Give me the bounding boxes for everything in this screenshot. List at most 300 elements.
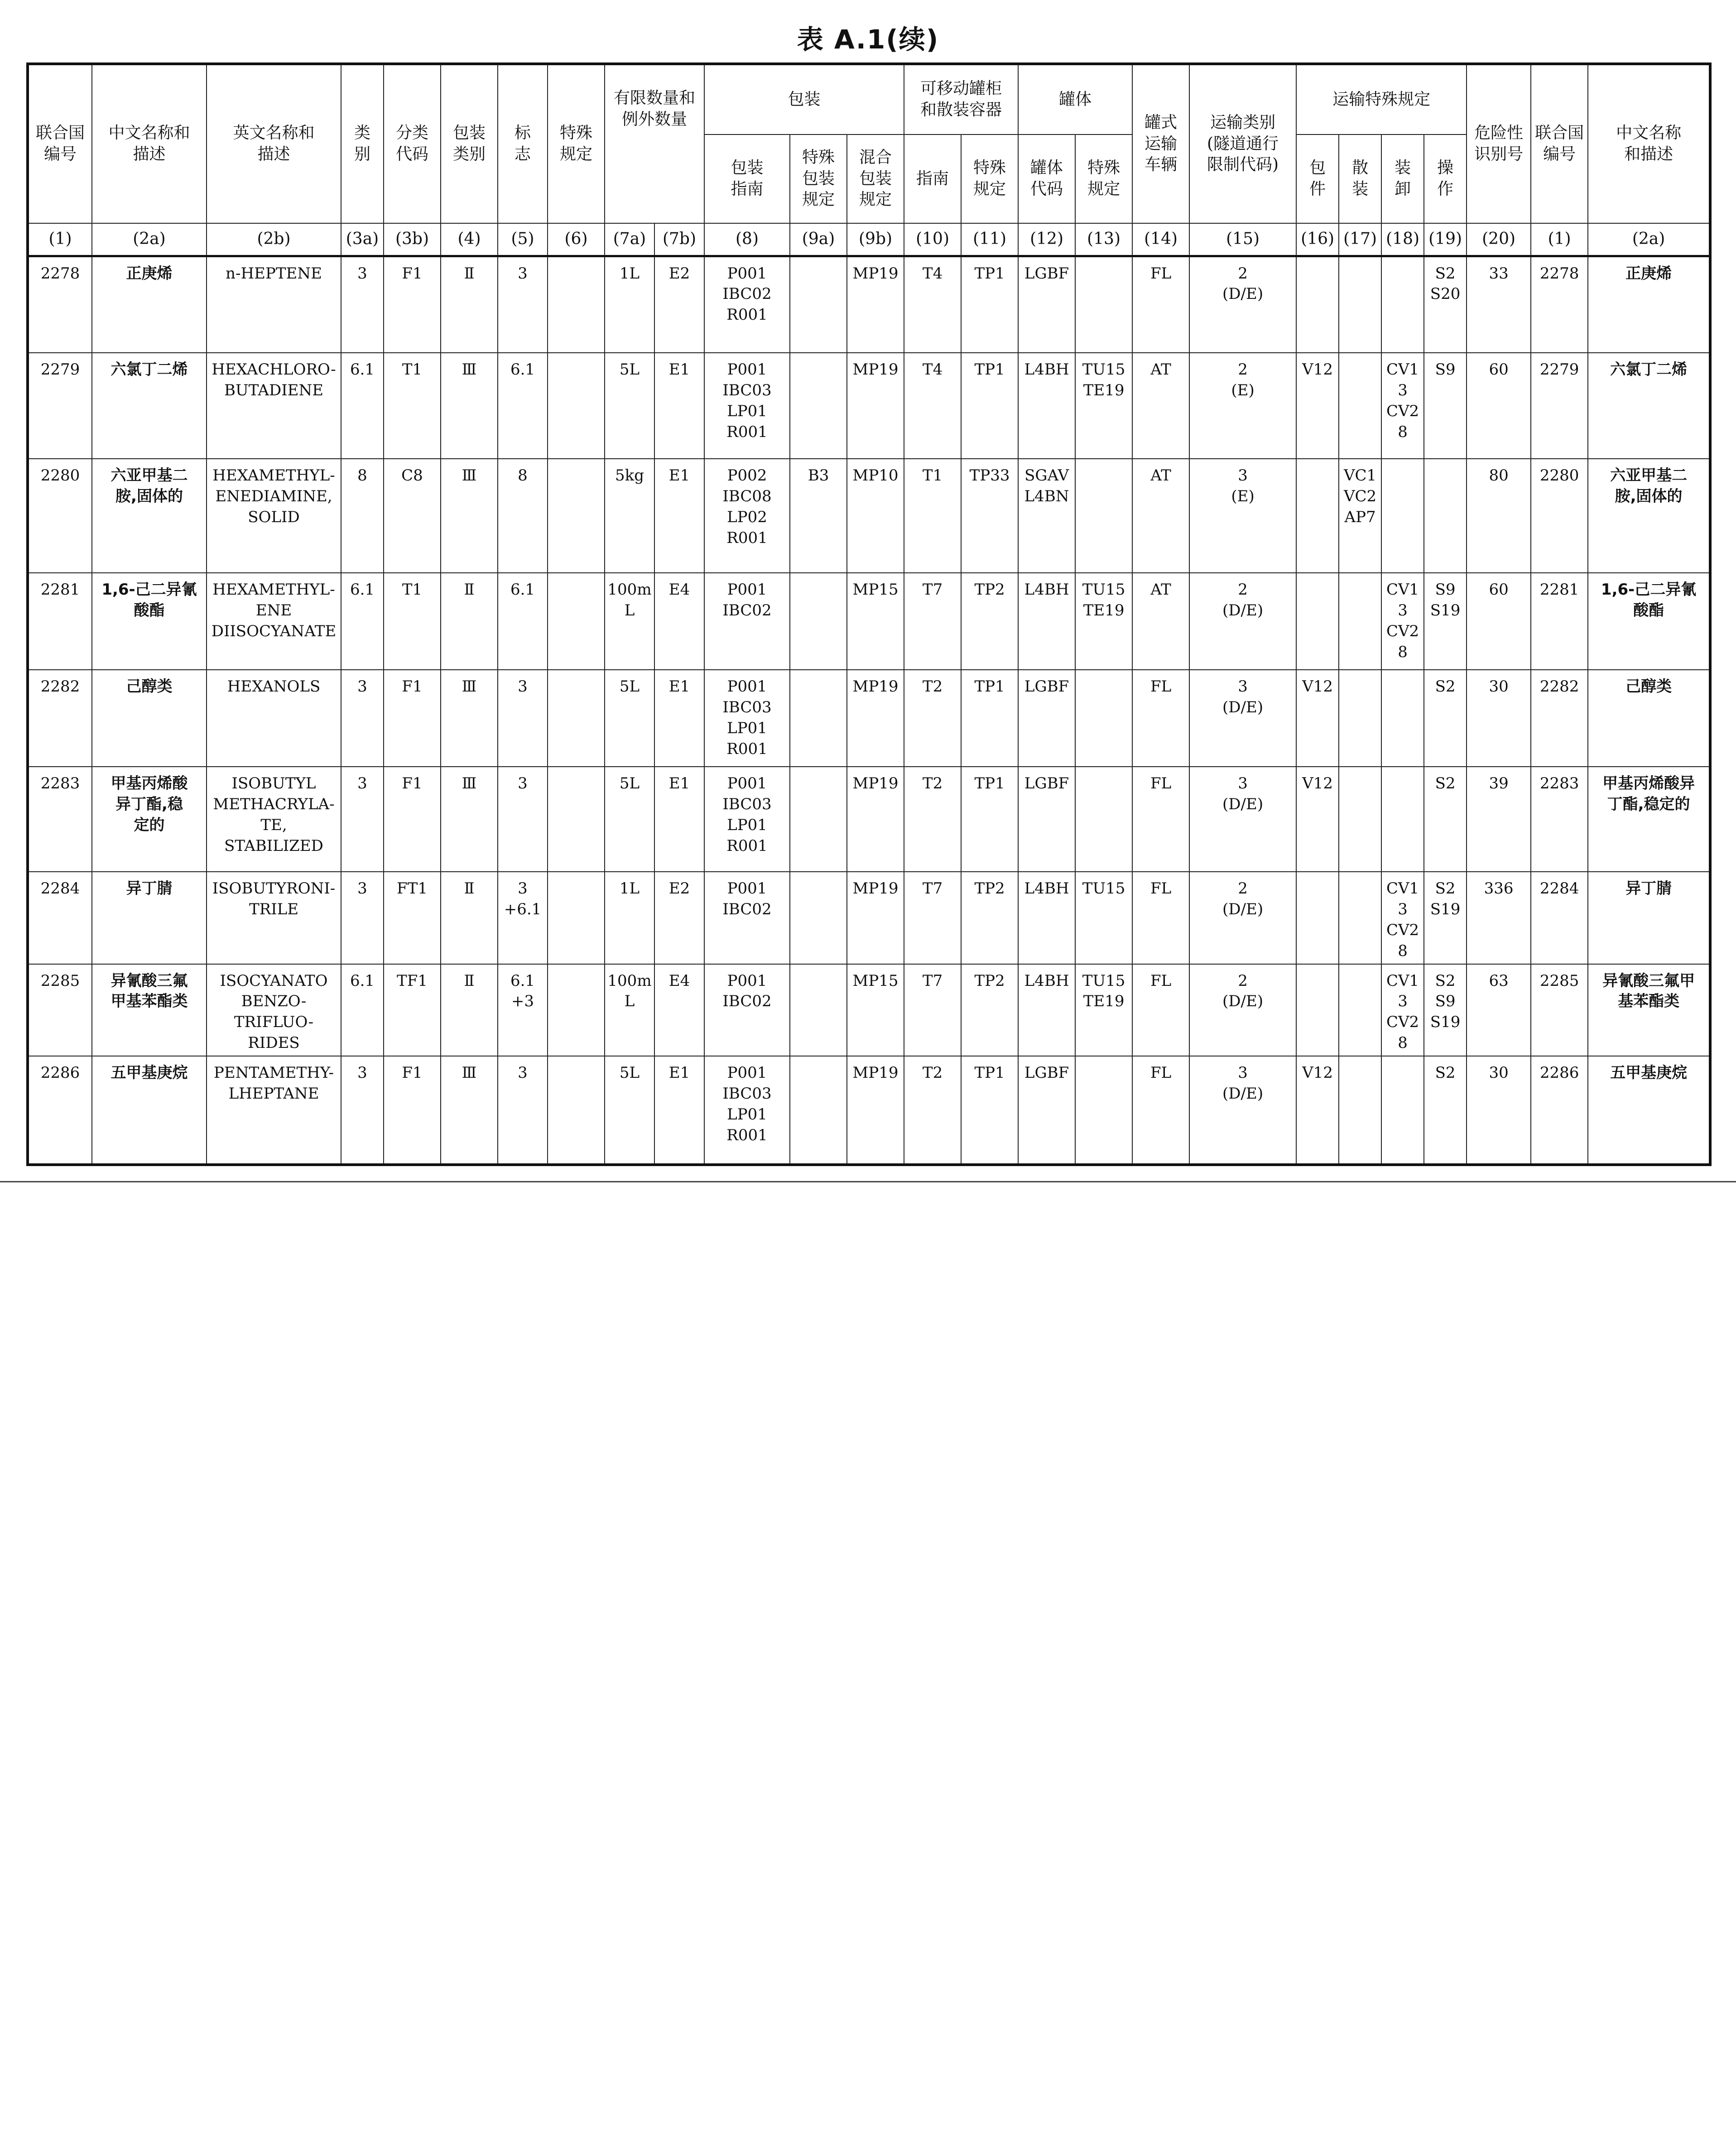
chinese-name-cell: 1,6-己二异氰 酸酯	[92, 573, 207, 670]
cell-c13	[1075, 459, 1132, 573]
cell-c16: V12	[1296, 1056, 1339, 1165]
cell-c9a	[790, 767, 847, 872]
cell-c14: FL	[1132, 670, 1189, 767]
col-num: (8)	[704, 223, 790, 256]
cell-c7b: E1	[654, 353, 704, 459]
un-number-cell-repeat: 2281	[1531, 573, 1588, 670]
header-operation: 操 作	[1424, 134, 1467, 223]
cell-c12: LGBF	[1018, 1056, 1075, 1165]
cell-c15: 3 (D/E)	[1189, 767, 1296, 872]
col-num: (20)	[1467, 223, 1531, 256]
chinese-name-cell: 六亚甲基二 胺,固体的	[92, 459, 207, 573]
cell-c7b: E1	[654, 767, 704, 872]
header-mixed-pack: 混合 包装 规定	[847, 134, 904, 223]
cell-c11: TP2	[961, 573, 1018, 670]
cell-c6	[548, 670, 605, 767]
chinese-name-cell: 异丁腈	[92, 872, 207, 964]
col-num: (7a)	[605, 223, 654, 256]
header-row-main	[28, 64, 1710, 134]
cell-c3b: FT1	[384, 872, 441, 964]
header-packaging: 包装	[704, 64, 904, 134]
page-divider	[0, 1181, 1736, 1182]
col-num: (15)	[1189, 223, 1296, 256]
cell-c5: 3 +6.1	[498, 872, 548, 964]
chinese-name-cell-repeat: 异丁腈	[1588, 872, 1710, 964]
cell-c4: Ⅱ	[441, 964, 498, 1056]
cell-c18	[1381, 670, 1424, 767]
col-num: (1)	[1531, 223, 1588, 256]
cell-c17	[1339, 670, 1381, 767]
cell-c18: CV13 CV28	[1381, 964, 1424, 1056]
cell-c14: FL	[1132, 1056, 1189, 1165]
cell-c7a: 5L	[605, 1056, 654, 1165]
cell-c18: CV13 CV28	[1381, 573, 1424, 670]
un-number-cell: 2279	[28, 353, 92, 459]
cell-c7a: 1L	[605, 872, 654, 964]
cell-c13: TU15 TE19	[1075, 573, 1132, 670]
cell-c7a: 1L	[605, 256, 654, 353]
cell-c11: TP1	[961, 767, 1018, 872]
un-number-cell: 2282	[28, 670, 92, 767]
cell-c20: 63	[1467, 964, 1531, 1056]
header-name-zh-2: 中文名称 和描述	[1588, 64, 1710, 223]
col-num: (3b)	[384, 223, 441, 256]
cell-c18	[1381, 767, 1424, 872]
header-class-code: 分类 代码	[384, 64, 441, 223]
cell-c9a	[790, 573, 847, 670]
table-header	[28, 64, 1710, 256]
cell-c8: P002 IBC08 LP02 R001	[704, 459, 790, 573]
un-number-cell-repeat: 2282	[1531, 670, 1588, 767]
cell-c15: 2 (E)	[1189, 353, 1296, 459]
cell-c9a: B3	[790, 459, 847, 573]
cell-c20: 30	[1467, 670, 1531, 767]
header-class: 类 别	[341, 64, 384, 223]
cell-c11: TP33	[961, 459, 1018, 573]
cell-c7a: 100mL	[605, 573, 654, 670]
cell-c3b: T1	[384, 353, 441, 459]
cell-c16	[1296, 256, 1339, 353]
cell-c18	[1381, 1056, 1424, 1165]
cell-c10: T2	[904, 1056, 961, 1165]
header-special-transport: 运输特殊规定	[1296, 64, 1467, 134]
cell-c14: AT	[1132, 459, 1189, 573]
cell-c9b: MP19	[847, 353, 904, 459]
cell-c14: FL	[1132, 872, 1189, 964]
un-number-cell: 2281	[28, 573, 92, 670]
un-number-cell: 2284	[28, 872, 92, 964]
cell-c17	[1339, 767, 1381, 872]
header-special-pack: 特殊 包装 规定	[790, 134, 847, 223]
cell-c8: P001 IBC02 R001	[704, 256, 790, 353]
cell-c8: P001 IBC02	[704, 573, 790, 670]
dangerous-goods-table	[26, 62, 1712, 1166]
cell-c9a	[790, 872, 847, 964]
col-num: (10)	[904, 223, 961, 256]
cell-c16: V12	[1296, 353, 1339, 459]
cell-c9b: MP10	[847, 459, 904, 573]
un-number-cell-repeat: 2283	[1531, 767, 1588, 872]
table-row	[28, 573, 1710, 670]
header-tank-vehicle: 罐式 运输 车辆	[1132, 64, 1189, 223]
cell-c18: CV13 CV28	[1381, 872, 1424, 964]
cell-c7a: 5L	[605, 767, 654, 872]
header-special: 特殊 规定	[548, 64, 605, 223]
cell-c8: P001 IBC03 LP01 R001	[704, 353, 790, 459]
english-name-cell: HEXAMETHYL- ENE DIISOCYANATE	[207, 573, 341, 670]
col-num: (4)	[441, 223, 498, 256]
cell-c20: 60	[1467, 353, 1531, 459]
cell-c3b: F1	[384, 256, 441, 353]
header-tank-special: 特殊 规定	[1075, 134, 1132, 223]
cell-c5: 3	[498, 670, 548, 767]
col-num: (6)	[548, 223, 605, 256]
cell-c19: S2	[1424, 1056, 1467, 1165]
un-number-cell-repeat: 2285	[1531, 964, 1588, 1056]
cell-c14: FL	[1132, 964, 1189, 1056]
english-name-cell: HEXANOLS	[207, 670, 341, 767]
cell-c17	[1339, 573, 1381, 670]
cell-c13: TU15	[1075, 872, 1132, 964]
cell-c14: FL	[1132, 256, 1189, 353]
un-number-cell-repeat: 2284	[1531, 872, 1588, 964]
cell-c6	[548, 256, 605, 353]
table-row	[28, 459, 1710, 573]
cell-c11: TP1	[961, 1056, 1018, 1165]
header-transport-cat: 运输类别 (隧道通行 限制代码)	[1189, 64, 1296, 223]
cell-c10: T1	[904, 459, 961, 573]
cell-c8: P001 IBC03 LP01 R001	[704, 1056, 790, 1165]
cell-c13	[1075, 256, 1132, 353]
cell-c16	[1296, 573, 1339, 670]
cell-c7a: 100mL	[605, 964, 654, 1056]
chinese-name-cell-repeat: 甲基丙烯酸异 丁酯,稳定的	[1588, 767, 1710, 872]
cell-c18: CV13 CV28	[1381, 353, 1424, 459]
cell-c20: 39	[1467, 767, 1531, 872]
cell-c14: AT	[1132, 353, 1189, 459]
cell-c3a: 8	[341, 459, 384, 573]
table-body	[28, 256, 1710, 1165]
cell-c7b: E1	[654, 459, 704, 573]
cell-c7b: E4	[654, 573, 704, 670]
cell-c9a	[790, 1056, 847, 1165]
header-guide: 指南	[904, 134, 961, 223]
english-name-cell: n-HEPTENE	[207, 256, 341, 353]
cell-c9b: MP19	[847, 767, 904, 872]
cell-c12: LGBF	[1018, 256, 1075, 353]
table-row	[28, 353, 1710, 459]
cell-c10: T2	[904, 767, 961, 872]
cell-c12: L4BH	[1018, 964, 1075, 1056]
cell-c4: Ⅲ	[441, 767, 498, 872]
cell-c4: Ⅲ	[441, 459, 498, 573]
cell-c9b: MP19	[847, 1056, 904, 1165]
cell-c15: 3 (D/E)	[1189, 1056, 1296, 1165]
header-tank: 罐体	[1018, 64, 1132, 134]
cell-c7a: 5kg	[605, 459, 654, 573]
cell-c19: S9 S19	[1424, 573, 1467, 670]
cell-c5: 6.1 +3	[498, 964, 548, 1056]
cell-c3b: T1	[384, 573, 441, 670]
col-num: (5)	[498, 223, 548, 256]
table-row	[28, 1056, 1710, 1165]
column-number-row	[28, 223, 1710, 256]
header-limited: 有限数量和 例外数量	[605, 64, 704, 223]
cell-c5: 3	[498, 767, 548, 872]
cell-c19: S2	[1424, 670, 1467, 767]
cell-c10: T2	[904, 670, 961, 767]
un-number-cell-repeat: 2280	[1531, 459, 1588, 573]
col-num: (9a)	[790, 223, 847, 256]
col-num: (18)	[1381, 223, 1424, 256]
chinese-name-cell-repeat: 六氯丁二烯	[1588, 353, 1710, 459]
col-num: (2a)	[1588, 223, 1710, 256]
header-bulk: 散 装	[1339, 134, 1381, 223]
chinese-name-cell-repeat: 1,6-己二异氰 酸酯	[1588, 573, 1710, 670]
col-num: (2b)	[207, 223, 341, 256]
chinese-name-cell-repeat: 正庚烯	[1588, 256, 1710, 353]
cell-c3b: TF1	[384, 964, 441, 1056]
cell-c9a	[790, 353, 847, 459]
col-num: (7b)	[654, 223, 704, 256]
cell-c15: 3 (E)	[1189, 459, 1296, 573]
cell-c3a: 6.1	[341, 573, 384, 670]
cell-c20: 60	[1467, 573, 1531, 670]
cell-c5: 8	[498, 459, 548, 573]
col-num: (2a)	[92, 223, 207, 256]
cell-c17	[1339, 1056, 1381, 1165]
cell-c12: L4BH	[1018, 353, 1075, 459]
table-row	[28, 872, 1710, 964]
chinese-name-cell-repeat: 五甲基庚烷	[1588, 1056, 1710, 1165]
cell-c10: T4	[904, 353, 961, 459]
table-row	[28, 670, 1710, 767]
cell-c4: Ⅱ	[441, 256, 498, 353]
cell-c9a	[790, 964, 847, 1056]
cell-c3a: 6.1	[341, 353, 384, 459]
cell-c19: S2 S9 S19	[1424, 964, 1467, 1056]
cell-c15: 2 (D/E)	[1189, 573, 1296, 670]
cell-c4: Ⅱ	[441, 872, 498, 964]
cell-c3a: 3	[341, 670, 384, 767]
cell-c13	[1075, 1056, 1132, 1165]
cell-c7b: E1	[654, 1056, 704, 1165]
cell-c3b: C8	[384, 459, 441, 573]
cell-c7b: E2	[654, 256, 704, 353]
cell-c3b: F1	[384, 1056, 441, 1165]
cell-c16: V12	[1296, 767, 1339, 872]
cell-c5: 3	[498, 1056, 548, 1165]
header-loading: 装 卸	[1381, 134, 1424, 223]
english-name-cell: ISOBUTYRONI- TRILE	[207, 872, 341, 964]
cell-c7b: E2	[654, 872, 704, 964]
col-num: (12)	[1018, 223, 1075, 256]
cell-c13	[1075, 670, 1132, 767]
cell-c6	[548, 767, 605, 872]
cell-c6	[548, 1056, 605, 1165]
cell-c11: TP2	[961, 872, 1018, 964]
chinese-name-cell: 己醇类	[92, 670, 207, 767]
cell-c18	[1381, 256, 1424, 353]
cell-c6	[548, 573, 605, 670]
header-tank-code: 罐体 代码	[1018, 134, 1075, 223]
cell-c10: T4	[904, 256, 961, 353]
cell-c19: S9	[1424, 353, 1467, 459]
un-number-cell-repeat: 2279	[1531, 353, 1588, 459]
cell-c20: 336	[1467, 872, 1531, 964]
cell-c16: V12	[1296, 670, 1339, 767]
cell-c3a: 3	[341, 1056, 384, 1165]
cell-c11: TP1	[961, 353, 1018, 459]
cell-c9b: MP19	[847, 256, 904, 353]
chinese-name-cell-repeat: 异氰酸三氟甲 基苯酯类	[1588, 964, 1710, 1056]
col-num: (14)	[1132, 223, 1189, 256]
chinese-name-cell: 五甲基庚烷	[92, 1056, 207, 1165]
cell-c11: TP1	[961, 256, 1018, 353]
cell-c19: S2 S19	[1424, 872, 1467, 964]
col-num: (3a)	[341, 223, 384, 256]
cell-c17: VC1 VC2 AP7	[1339, 459, 1381, 573]
cell-c7a: 5L	[605, 353, 654, 459]
cell-c19: S2	[1424, 767, 1467, 872]
col-num: (19)	[1424, 223, 1467, 256]
cell-c15: 2 (D/E)	[1189, 872, 1296, 964]
cell-c13	[1075, 767, 1132, 872]
header-label: 标 志	[498, 64, 548, 223]
chinese-name-cell-repeat: 己醇类	[1588, 670, 1710, 767]
un-number-cell: 2280	[28, 459, 92, 573]
cell-c4: Ⅲ	[441, 353, 498, 459]
cell-c16	[1296, 964, 1339, 1056]
english-name-cell: ISOCYANATO BENZO- TRIFLUO- RIDES	[207, 964, 341, 1056]
un-number-cell-repeat: 2278	[1531, 256, 1588, 353]
english-name-cell: PENTAMETHY- LHEPTANE	[207, 1056, 341, 1165]
col-num: (16)	[1296, 223, 1339, 256]
cell-c13: TU15 TE19	[1075, 964, 1132, 1056]
cell-c19	[1424, 459, 1467, 573]
cell-c17	[1339, 256, 1381, 353]
header-un-no: 联合国 编号	[28, 64, 92, 223]
cell-c12: L4BH	[1018, 573, 1075, 670]
table-row	[28, 256, 1710, 353]
table-title: 表 A.1(续)	[797, 24, 939, 55]
chinese-name-cell: 六氯丁二烯	[92, 353, 207, 459]
cell-c17	[1339, 872, 1381, 964]
cell-c3a: 3	[341, 767, 384, 872]
un-number-cell: 2283	[28, 767, 92, 872]
cell-c11: TP1	[961, 670, 1018, 767]
table-row	[28, 964, 1710, 1056]
cell-c14: FL	[1132, 767, 1189, 872]
cell-c15: 2 (D/E)	[1189, 256, 1296, 353]
cell-c17	[1339, 353, 1381, 459]
cell-c12: LGBF	[1018, 767, 1075, 872]
col-num: (9b)	[847, 223, 904, 256]
header-packages: 包 件	[1296, 134, 1339, 223]
cell-c3b: F1	[384, 767, 441, 872]
cell-c19: S2 S20	[1424, 256, 1467, 353]
cell-c20: 80	[1467, 459, 1531, 573]
col-num: (11)	[961, 223, 1018, 256]
un-number-cell: 2278	[28, 256, 92, 353]
cell-c6	[548, 964, 605, 1056]
cell-c7a: 5L	[605, 670, 654, 767]
header-hazard-id: 危险性 识别号	[1467, 64, 1531, 223]
cell-c9b: MP15	[847, 573, 904, 670]
header-name-zh: 中文名称和 描述	[92, 64, 207, 223]
chinese-name-cell: 甲基丙烯酸 异丁酯,稳 定的	[92, 767, 207, 872]
cell-c6	[548, 353, 605, 459]
cell-c20: 30	[1467, 1056, 1531, 1165]
col-num: (17)	[1339, 223, 1381, 256]
cell-c5: 6.1	[498, 353, 548, 459]
header-portable: 可移动罐柜 和散装容器	[904, 64, 1018, 134]
cell-c8: P001 IBC03 LP01 R001	[704, 670, 790, 767]
chinese-name-cell: 异氰酸三氟 甲基苯酯类	[92, 964, 207, 1056]
cell-c5: 6.1	[498, 573, 548, 670]
cell-c6	[548, 872, 605, 964]
cell-c7b: E1	[654, 670, 704, 767]
header-portable-special: 特殊 规定	[961, 134, 1018, 223]
cell-c16	[1296, 459, 1339, 573]
cell-c13: TU15 TE19	[1075, 353, 1132, 459]
table-row	[28, 767, 1710, 872]
cell-c16	[1296, 872, 1339, 964]
cell-c8: P001 IBC02	[704, 964, 790, 1056]
cell-c17	[1339, 964, 1381, 1056]
cell-c7b: E4	[654, 964, 704, 1056]
cell-c11: TP2	[961, 964, 1018, 1056]
un-number-cell-repeat: 2286	[1531, 1056, 1588, 1165]
cell-c3a: 3	[341, 256, 384, 353]
cell-c9b: MP19	[847, 872, 904, 964]
header-name-en: 英文名称和 描述	[207, 64, 341, 223]
header-un-no-2: 联合国 编号	[1531, 64, 1588, 223]
cell-c15: 2 (D/E)	[1189, 964, 1296, 1056]
header-pack-instr: 包装 指南	[704, 134, 790, 223]
cell-c9b: MP15	[847, 964, 904, 1056]
cell-c12: L4BH	[1018, 872, 1075, 964]
cell-c9a	[790, 670, 847, 767]
cell-c12: SGAV L4BN	[1018, 459, 1075, 573]
cell-c4: Ⅱ	[441, 573, 498, 670]
cell-c4: Ⅲ	[441, 1056, 498, 1165]
cell-c8: P001 IBC03 LP01 R001	[704, 767, 790, 872]
cell-c3b: F1	[384, 670, 441, 767]
cell-c9b: MP19	[847, 670, 904, 767]
col-num: (1)	[28, 223, 92, 256]
cell-c10: T7	[904, 872, 961, 964]
chinese-name-cell: 正庚烯	[92, 256, 207, 353]
cell-c8: P001 IBC02	[704, 872, 790, 964]
header-pack-group: 包装 类别	[441, 64, 498, 223]
cell-c10: T7	[904, 964, 961, 1056]
cell-c10: T7	[904, 573, 961, 670]
chinese-name-cell-repeat: 六亚甲基二 胺,固体的	[1588, 459, 1710, 573]
col-num: (13)	[1075, 223, 1132, 256]
english-name-cell: HEXACHLORO- BUTADIENE	[207, 353, 341, 459]
cell-c20: 33	[1467, 256, 1531, 353]
cell-c5: 3	[498, 256, 548, 353]
cell-c6	[548, 459, 605, 573]
english-name-cell: HEXAMETHYL- ENEDIAMINE, SOLID	[207, 459, 341, 573]
english-name-cell: ISOBUTYL METHACRYLA- TE, STABILIZED	[207, 767, 341, 872]
un-number-cell: 2285	[28, 964, 92, 1056]
cell-c9a	[790, 256, 847, 353]
cell-c4: Ⅲ	[441, 670, 498, 767]
cell-c18	[1381, 459, 1424, 573]
cell-c3a: 6.1	[341, 964, 384, 1056]
